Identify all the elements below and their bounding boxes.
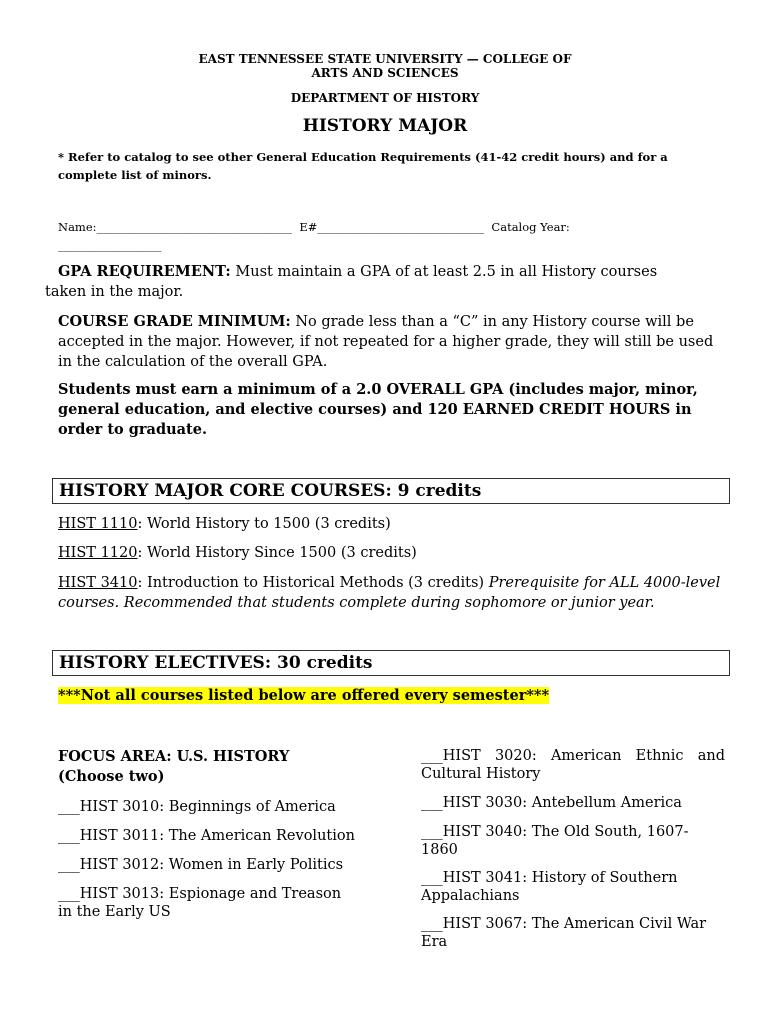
university-name-line2: ARTS AND SCIENCES [311,66,459,80]
name-field[interactable]: Name:__________________________________ [58,220,293,234]
focus-area-instruction: (Choose two) [58,768,165,785]
catalog-year-label: Catalog Year: [491,220,570,234]
grade-minimum-text: No grade less than a “C” in any History course will be accepted in the major. However, if not repeated for a higher grade, they will still be used in the calculation of the overall GPA. [58,314,714,370]
course-list-item: ___HIST 3010: Beginnings of America [58,799,336,815]
course-list-item: ___HIST 3030: Antebellum America [421,795,682,811]
department-name: DEPARTMENT OF HISTORY [290,91,480,105]
focus-area-title: FOCUS AREA: U.S. HISTORY [58,748,290,765]
course-title: : World History Since 1500 (3 credits) [137,545,417,561]
university-name-line1: EAST TENNESSEE STATE UNIVERSITY — COLLEGE OF [198,52,572,66]
gpa-requirement [58,262,738,282]
course-code: HIST 1110 [58,516,138,532]
grade-minimum-label: COURSE GRADE MINIMUM: [58,313,291,330]
offering-warning-text: ***Not all courses listed below are offered every semester*** [58,687,550,704]
course-prerequisite-note: Prerequisite for ALL 4000-level courses. Recommended that students complete during sophomore or junior year. [58,575,721,611]
focus-area-left-column [58,747,358,921]
course-title: : World History to 1500 (3 credits) [137,516,391,532]
enumber-field[interactable]: E#_____________________________ [299,220,485,234]
graduation-requirement: Students must earn a minimum of a 2.0 OVERALL GPA (includes major, minor, general education, and elective courses) and 120 EARNED CREDIT HOURS in order to graduate. [58,381,698,438]
core-courses-heading: HISTORY MAJOR CORE COURSES: 9 credits [52,478,730,504]
core-course-1 [58,514,738,534]
course-title: : Introduction to Historical Methods (3 credits) [137,575,489,591]
gpa-requirement-text: Must maintain a GPA of at least 2.5 in all History courses [230,264,658,280]
student-info-line [58,220,738,234]
course-list-item: ___HIST 3041: History of Southern Appalachians [421,870,678,904]
course-list-item: ___HIST 3020: American Ethnic and Cultural History [421,748,725,782]
page-title: HISTORY MAJOR [302,116,468,136]
course-list-item: ___HIST 3012: Women in Early Politics [58,857,344,873]
course-grade-minimum [58,312,728,372]
catalog-year-field[interactable]: __________________ [58,238,162,252]
core-course-3 [58,573,726,613]
course-list-item: ___HIST 3040: The Old South, 1607-1860 [421,824,689,858]
catalog-note: * Refer to catalog to see other General Education Requirements (41-42 credit hours) and for a complete list of minors. [58,150,668,182]
core-course-2 [58,543,738,563]
course-list-item: ___HIST 3067: The American Civil War Era [421,916,707,950]
offering-warning [58,686,549,706]
course-code: HIST 3410 [58,575,138,591]
focus-area-right-column [421,747,725,951]
gpa-requirement-label: GPA REQUIREMENT: [58,263,231,280]
course-code: HIST 1120 [58,545,138,561]
electives-heading: HISTORY ELECTIVES: 30 credits [52,650,730,676]
course-list-item: ___HIST 3011: The American Revolution [58,828,355,844]
course-list-item: ___HIST 3013: Espionage and Treason in the Early US [58,886,342,920]
gpa-requirement-text-cont: taken in the major. [45,284,184,300]
